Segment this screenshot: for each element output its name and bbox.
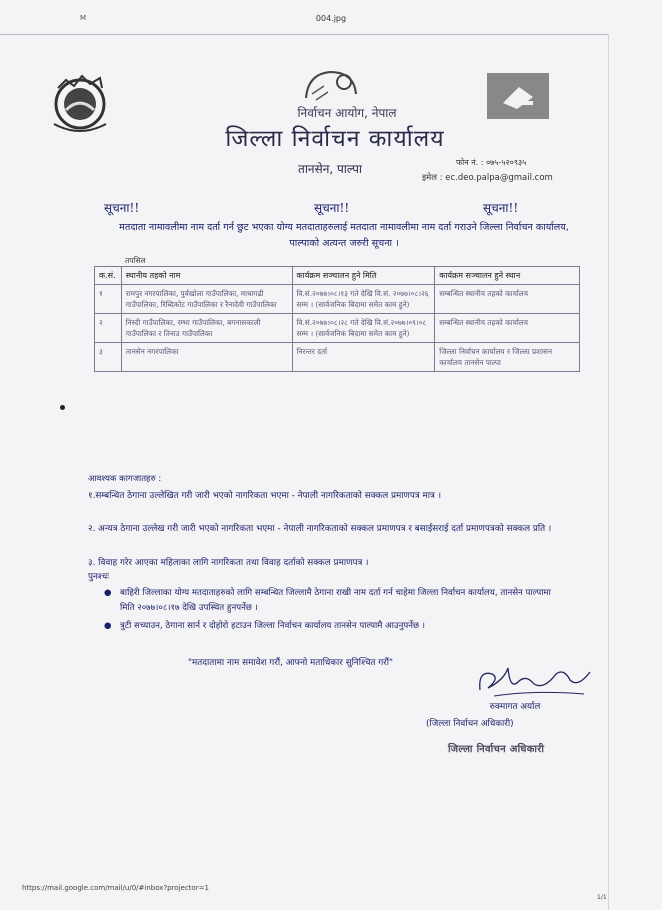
document-item: ३. विवाह गरेर आएका महिलाका लागि नागरिकता तथा विवाह दर्ताको सक्कल प्रमाणपत्र । <box>88 558 369 568</box>
handwritten-signature <box>474 660 594 702</box>
notice-heading: सूचना!! <box>104 201 140 215</box>
list-item-text: बाहिरी जिल्लाका योग्य मतदाताहरुको लागि सम्बन्धित जिल्लामै ठेगाना राखी नाम दर्ता गर्न चाहेमा जिल्ला निर्वाचन कार्यालय, तानसेन पाल्पामा मिति २०७७।०८।१७ देखि उपस्थित हुनपर्नेछ । <box>120 588 551 613</box>
office-location: तानसेन, पाल्पा <box>297 162 362 176</box>
officer-name: रुक्मागत अर्याल <box>489 702 541 712</box>
table-cell: वि.सं.२०७७।०८।१३ गते देखि वि.सं. २०७७।०८।२६ सम्म । (सार्वजनिक बिदामा समेत काम हुने) <box>292 285 435 314</box>
table-cell: १ <box>95 285 122 314</box>
election-commission-logo-icon <box>487 73 549 119</box>
table-row <box>95 343 580 372</box>
table-cell: जिल्ला निर्वाचन कार्यालय र जिल्ला प्रशासन कार्यालय तानसेन पाल्पा <box>435 343 580 372</box>
email-address: इमेल : ec.deo.palpa@gmail.com <box>422 173 553 183</box>
notice-heading: सूचना!! <box>314 201 350 215</box>
document-item: २. अन्यत्र ठेगाना उल्लेख गरी जारी भएको नागरिकता भएमा - नेपाली नागरिकताको सक्कल प्रमाणपत्र र बसाईसराई दर्ता प्रमाणपत्रको सक्कल प्रति । <box>88 524 552 534</box>
footer-url: https://mail.google.com/mail/u/0/#inbox?projector=1 <box>22 884 209 892</box>
fold-line <box>0 34 608 35</box>
list-item <box>104 619 564 634</box>
column-header: स्थानीय तहको नाम <box>121 267 292 285</box>
list-item <box>104 586 564 616</box>
table-cell: ३ <box>95 343 122 372</box>
page-number: 1/1 <box>597 894 607 901</box>
header-left-mark: M <box>80 14 87 22</box>
postscript-label: पुनश्चः <box>88 572 109 582</box>
official-stamp: जिल्ला निर्वाचन अधिकारी <box>448 744 545 755</box>
column-header: कार्यक्रम सञ्चालन हुने मिति <box>292 267 435 285</box>
bullet-icon: ● <box>104 588 112 598</box>
table-row <box>95 285 580 314</box>
documents-heading: आवश्यक कागजातहरु : <box>88 474 162 484</box>
table-cell: तानसेन नगरपालिका <box>121 343 292 372</box>
table-cell: वि.सं.२०७७।०८।२८ गते देखि वि.सं.२०७७।०९।०८ सम्म । (सार्वजनिक बिदामा समेत काम हुने) <box>292 314 435 343</box>
column-header: क.सं. <box>95 267 122 285</box>
table-cell: २ <box>95 314 122 343</box>
office-title: जिल्ला निर्वाचन कार्यालय <box>225 126 445 152</box>
table-header-row <box>95 267 580 285</box>
notice-heading: सूचना!! <box>483 201 519 215</box>
scan-mark <box>60 405 65 410</box>
document-item: १.सम्बन्धित ठेगाना उल्लेखित गरी जारी भएको नागरिकता भएमा - नेपाली नागरिकताको सक्कल प्रमाणपत्र मात्र । <box>88 491 442 501</box>
phone-number: फोन नं. : ०७५-५२०९३५ <box>456 158 527 167</box>
print-header <box>0 0 662 34</box>
file-name: 004.jpg <box>315 14 347 23</box>
column-header: कार्यक्रम सञ्चालन हुने स्थान <box>435 267 580 285</box>
fold-edge <box>608 34 609 910</box>
table-caption: तपसिल <box>125 256 146 265</box>
table-row <box>95 314 580 343</box>
table-cell: निस्दी गाउँपालिका, रम्भा गाउँपालिका, बगनासकाली गाउँपालिका र तिनाउ गाउँपालिका <box>121 314 292 343</box>
bullet-icon: ● <box>104 621 112 631</box>
table-cell: सम्बन्धित स्थानीय तहको कार्यालय <box>435 285 580 314</box>
department-name: निर्वाचन आयोग, नेपाल <box>297 106 397 120</box>
schedule-table <box>94 266 580 372</box>
officer-designation: (जिल्ला निर्वाचन अधिकारी) <box>426 719 514 729</box>
table-cell: सम्बन्धित स्थानीय तहको कार्यालय <box>435 314 580 343</box>
table-cell: रामपुर नगरपालिका, पुर्वखोला गाउँपालिका, माथागढी गाउँपालिका, रिब्दिकोट गाउँपालिका र रैनादेवी गाउँपालिका <box>121 285 292 314</box>
notice-intro: मतदाता नामावलीमा नाम दर्ता गर्न छुट भएका योग्य मतदाताहरुलाई मतदाता नामावलीमा नाम दर्ता गराउने जिल्ला निर्वाचन कार्यालय, पाल्पाको अत्यन्त जरुरी सूचना । <box>119 222 569 249</box>
nepal-emblem-icon <box>44 66 116 138</box>
slogan: "मतदातामा नाम समावेश गरौं, आफ्नो मताधिकार सुनिश्चित गरौं" <box>188 658 394 668</box>
list-item-text: त्रुटी सच्याउन, ठेगाना सार्न र दोहोरो हटाउन जिल्ला निर्वाचन कार्यालय तानसेन पाल्पामै आउनुपर्नेछ । <box>120 621 426 631</box>
table-cell: निरन्तर दर्ता <box>292 343 435 372</box>
